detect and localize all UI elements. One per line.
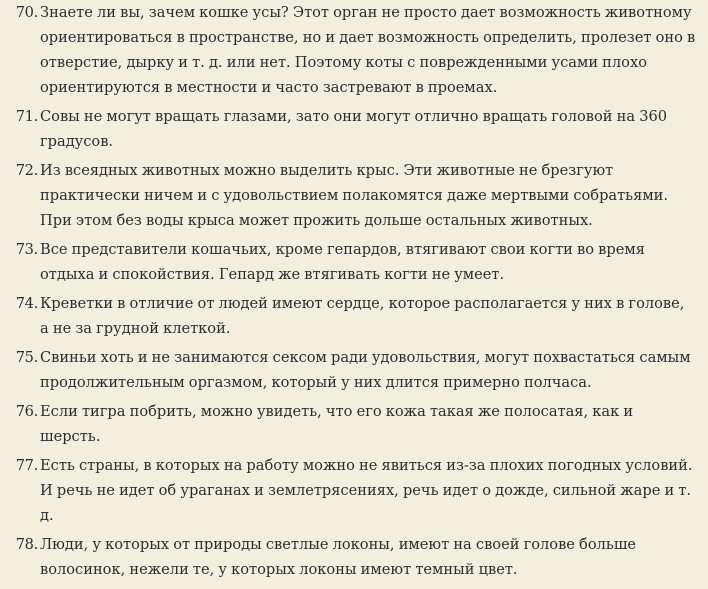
fact-text: Из всеядных животных можно выделить крыс. Эти животные не брезгуют практически ничем и с удовольствием полакомятся даже мертвыми собратьями. При этом без воды крыса может прожить дольше остальных животных. <box>40 162 669 229</box>
fact-item-72 <box>0 158 696 233</box>
fact-number: 76. <box>15 403 38 420</box>
fact-number: 71. <box>15 108 38 125</box>
fact-item-76 <box>0 399 696 449</box>
fact-item-71 <box>0 104 696 154</box>
fact-text: Есть страны, в которых на работу можно не явиться из-за плохих погодных условий. И речь не идет об ураганах и землетрясениях, речь идет о дожде, сильной жаре и т. д. <box>40 457 693 524</box>
fact-number: 78. <box>15 536 38 553</box>
fact-item-77 <box>0 453 696 528</box>
fact-item-75 <box>0 345 696 395</box>
fact-text: Знаете ли вы, зачем кошке усы? Этот орган не просто дает возможность животному ориентироваться в пространстве, но и дает возможность определить, пролезет оно в отверстие, дырку и т. д. или нет. Поэтому коты с поврежденными усами плохо ориентируются в местности и часто застревают в проемах. <box>40 4 696 96</box>
fact-number: 75. <box>15 349 38 366</box>
fact-text: Совы не могут вращать глазами, зато они могут отлично вращать головой на 360 градусов. <box>40 108 668 150</box>
fact-item-73 <box>0 237 696 287</box>
fact-number: 74. <box>15 295 38 312</box>
fact-number: 73. <box>15 241 38 258</box>
fact-item-74 <box>0 291 696 341</box>
fact-text: Все представители кошачьих, кроме гепардов, втягивают свои когти во время отдыха и спокойствия. Гепард же втягивать когти не умеет. <box>40 241 645 283</box>
fact-item-78 <box>0 532 696 582</box>
fact-number: 70. <box>15 4 38 21</box>
fact-text: Креветки в отличие от людей имеют сердце, которое располагается у них в голове, а не за грудной клеткой. <box>40 295 685 337</box>
fact-text: Люди, у которых от природы светлые локоны, имеют на своей голове больше волосинок, нежели те, у которых локоны имеют темный цвет. <box>40 536 637 578</box>
fact-text: Свиньи хоть и не занимаются сексом ради удовольствия, могут похвастаться самым продолжительным оргазмом, который у них длится примерно полчаса. <box>40 349 691 391</box>
fact-number: 77. <box>15 457 38 474</box>
fact-number: 72. <box>15 162 38 179</box>
fact-text: Если тигра побрить, можно увидеть, что его кожа такая же полосатая, как и шерсть. <box>40 403 634 445</box>
fact-item-70 <box>0 0 696 100</box>
